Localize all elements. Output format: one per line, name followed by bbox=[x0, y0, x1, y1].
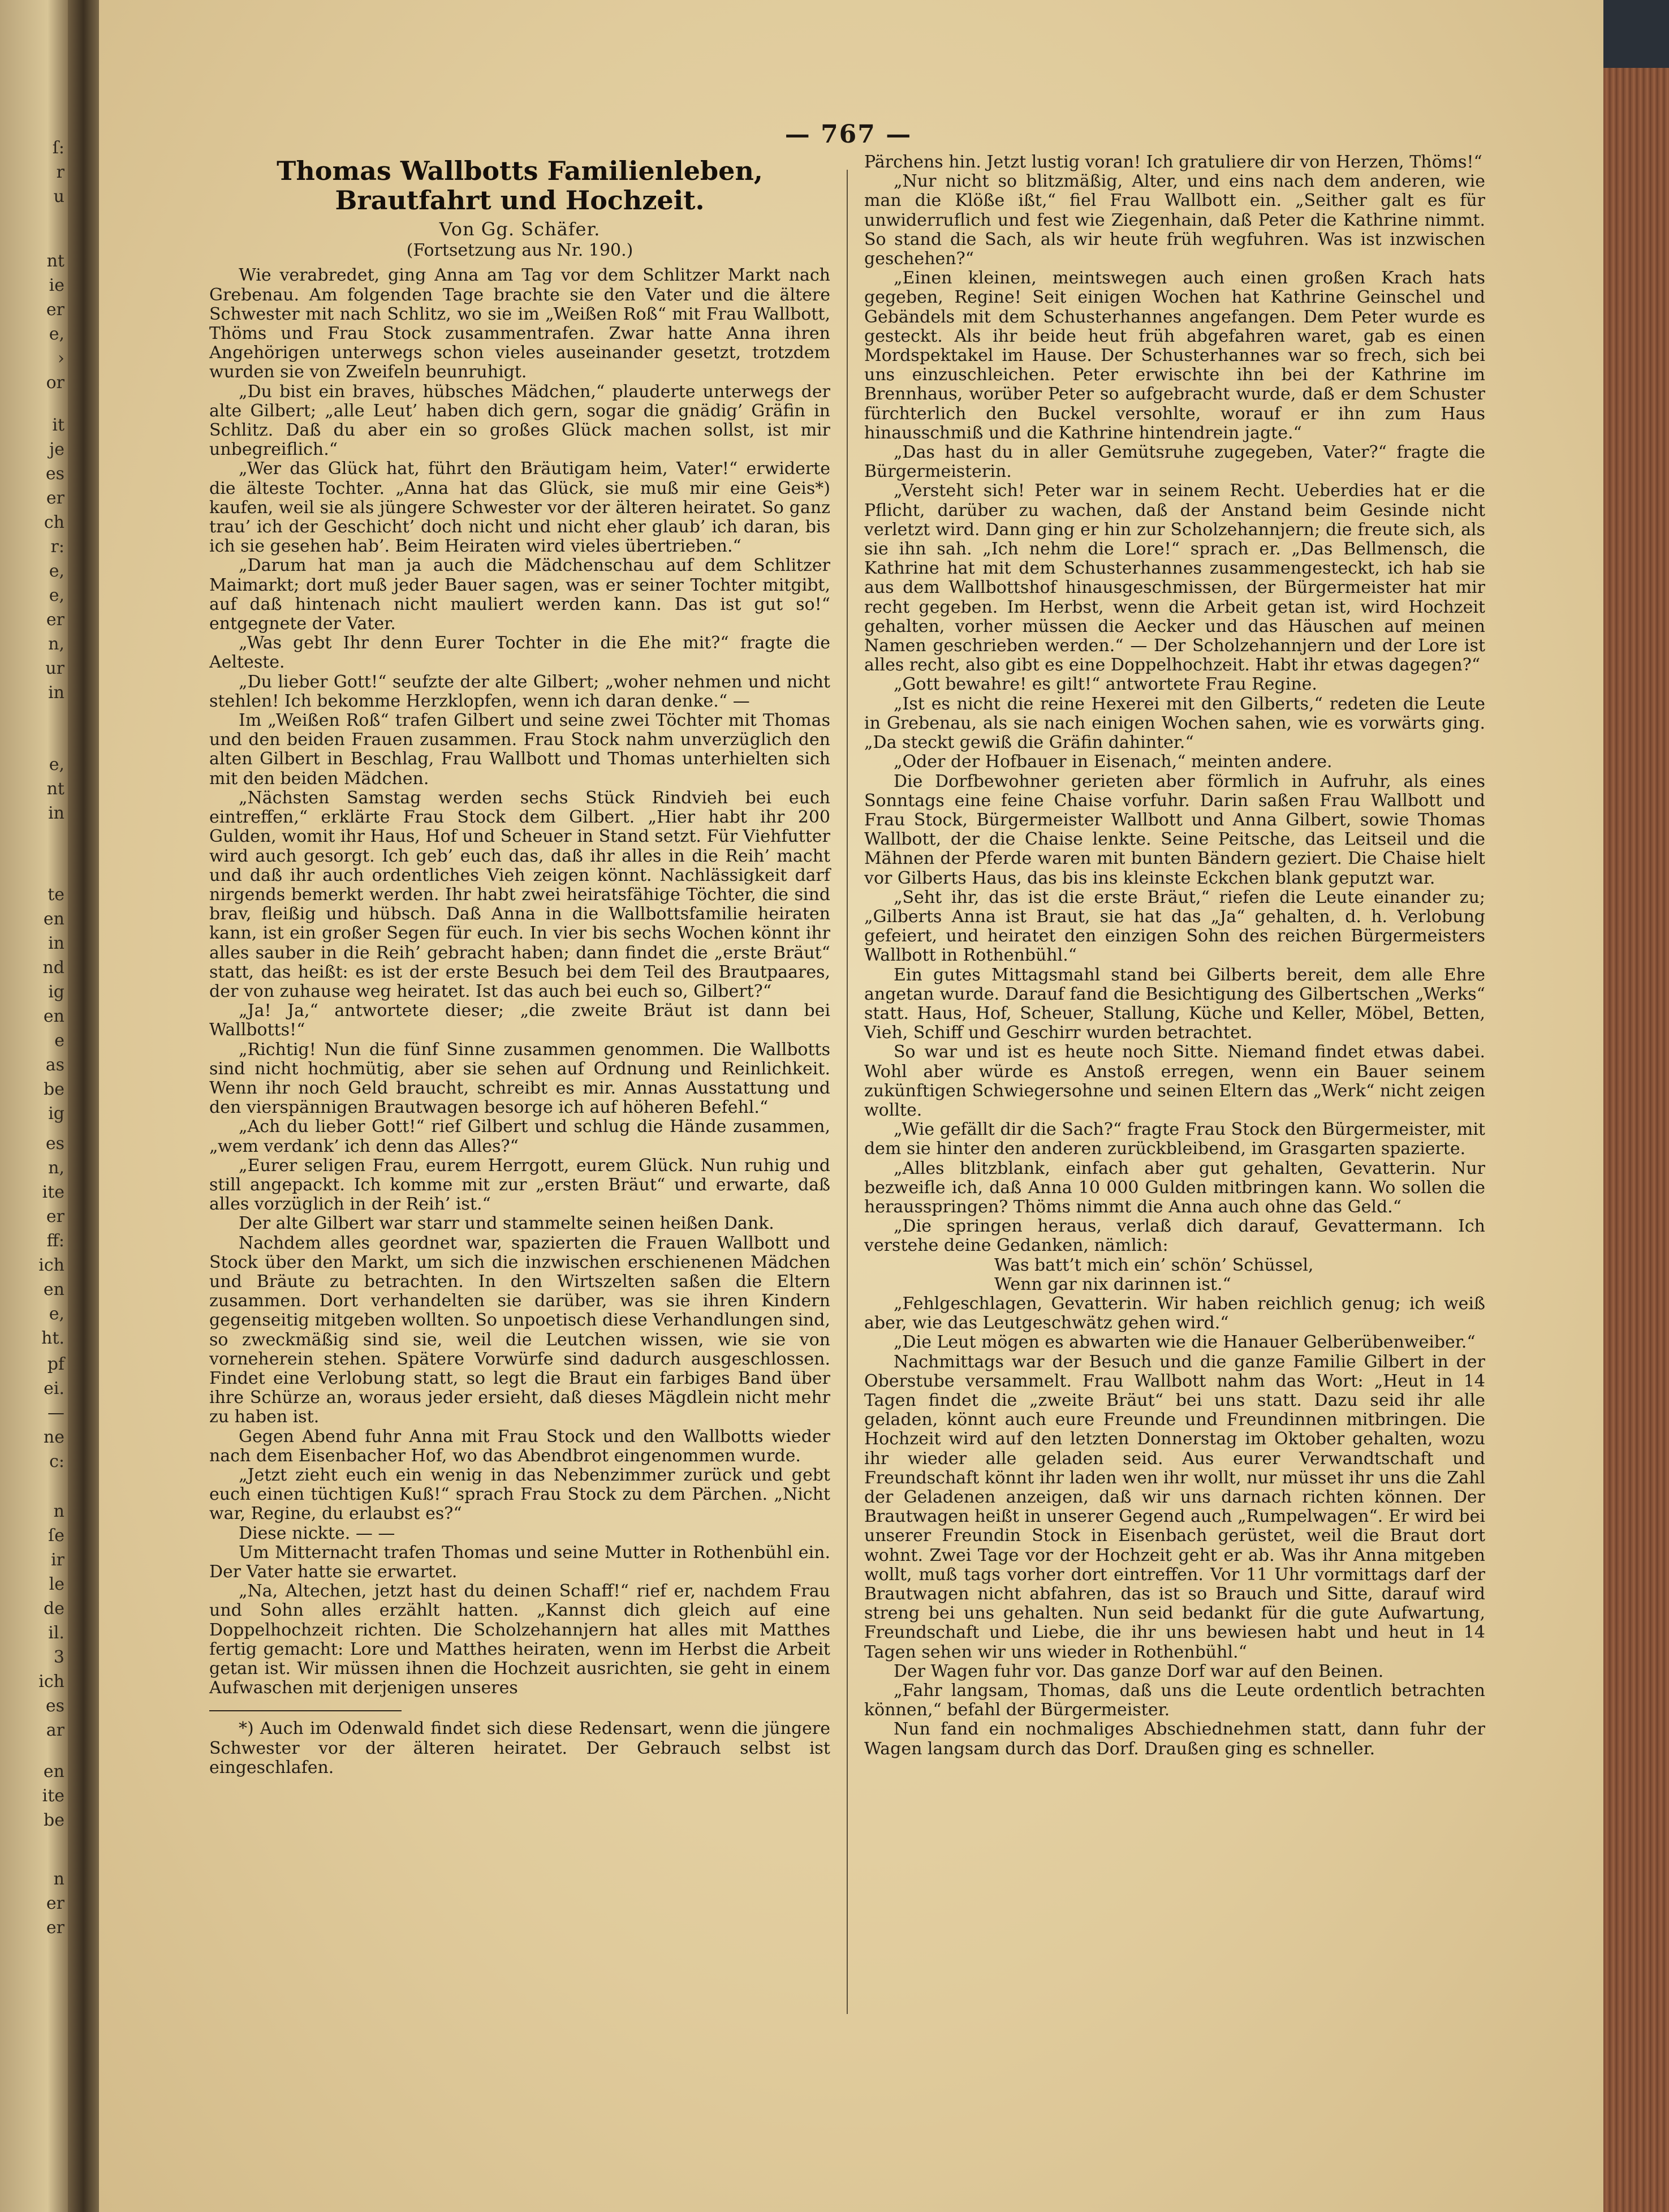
paragraph: „Ja! Ja,“ antwortete dieser; „die zweite Bräut ist dann bei Wallbotts!“ bbox=[209, 1001, 830, 1040]
paragraph: „Na, Altechen, jetzt hast du deinen Schaff!“ rief er, nachdem Frau und Sohn alles erzählt hatten. „Kannst dich gleich auf eine Doppelhochzeit richten. Die Scholzehannjern hat alles mit Matthes fertig gemacht: Lore und Matthes heiraten, wenn im Herbst die Arbeit getan ist. Wir müssen ihnen die Hochzeit ausrichten, sie geht in einem Aufwaschen mit derjenigen unseres bbox=[209, 1581, 830, 1698]
left-page-fragment: n er er bbox=[46, 1869, 64, 1938]
article-byline: Von Gg. Schäfer. bbox=[439, 218, 601, 240]
paragraph: „Wer das Glück hat, führt den Bräutigam heim, Vater!“ erwiderte die älteste Tochter. „Anna hat das Glück, sie muß mir eine Geis*) kaufen, weil sie als jüngere Schwester vor der älteren heiratet. So ganz trau’ ich der Geschicht’ doch nicht und nicht eher glaub’ ich daran, bis ich sie gesehen hab’. Beim Heiraten wird vieles übertrieben.“ bbox=[209, 459, 830, 557]
paragraph: Nun fand ein nochmaliges Abschiednehmen statt, dann fuhr der Wagen langsam durch das Dorf. Draußen ging es schneller. bbox=[864, 1719, 1485, 1759]
paragraph: „Jetzt zieht euch ein wenig in das Nebenzimmer zurück und gebt euch einen tüchtigen Kuß!“ sprach Frau Stock zu dem Pärchen. „Nicht war, Regine, du erlaubst es?“ bbox=[209, 1465, 830, 1524]
paragraph: Pärchens hin. Jetzt lustig voran! Ich gratuliere dir von Herzen, Thöms!“ bbox=[864, 152, 1482, 172]
paragraph: „Gott bewahre! es gilt!“ antwortete Frau Regine. bbox=[894, 674, 1317, 695]
continuation-note: (Fortsetzung aus Nr. 190.) bbox=[406, 240, 633, 261]
left-page-fragment: ſ: r u bbox=[52, 138, 64, 206]
paragraph: „Eurer seligen Frau, eurem Herrgott, eurem Glück. Nun ruhig und still angepackt. Ich komme mit zur „ersten Bräut“ und erwarte, daß alles vorzüglich in der Reih’ ist.“ bbox=[209, 1155, 830, 1215]
paragraph: Ein gutes Mittagsmahl stand bei Gilberts bereit, dem alle Ehre angetan wurde. Darauf fand die Besichtigung des Gilbertschen „Werks“ statt. Haus, Hof, Scheuer, Stallung, Küche und Keller, Möbel, Betten, Vieh, Schiff und Geschirr wurden betrachtet. bbox=[864, 965, 1485, 1043]
article-title: Thomas Wallbotts Familienleben, Brautfahrt und Hochzeit. bbox=[277, 156, 763, 216]
left-page-fragment: n ſe ir le de il. 3 ich es ar bbox=[38, 1501, 64, 1740]
paragraph: „Einen kleinen, meintswegen auch einen großen Krach hats gegeben, Regine! Seit einigen Wochen hat Kathrine Geinschel und Gebändels mit dem Schusterhannes angefangen. Dem Peter wurde es gesteckt. Als ihr beide heut früh abgefahren waret, gab es einen Mordspektakel im Hause. Der Schusterhannes war so frech, sich bei uns einzuschleichen. Peter erwischte ihn bei der Kathrine im Brennhaus, worüber Peter so aufgebracht wurde, daß er dem Schuster fürchterlich den Buckel versohlte, worauf er ihn zum Haus hinausschmiß und die Kathrine hintendrein jagte.“ bbox=[864, 268, 1485, 443]
paragraph: „Oder der Hofbauer in Eisenach,“ meinten andere. bbox=[894, 752, 1332, 772]
left-page-fragment: it je es er ch r: e, e, er n, ur in bbox=[44, 415, 64, 703]
book-gutter bbox=[68, 0, 99, 2212]
paragraph: „Die Leut mögen es abwarten wie die Hanauer Gelberübenweiber.“ bbox=[894, 1332, 1476, 1353]
footnote-rule bbox=[209, 1710, 402, 1711]
left-page-fragment: es n, ite er ff: ich en e, ht. bbox=[38, 1134, 64, 1348]
left-page-fragment: en ite be bbox=[42, 1762, 64, 1830]
paragraph: Die Dorfbewohner gerieten aber förmlich in Aufruhr, als eines Sonntags eine feine Chaise vorfuhr. Darin saßen Frau Wallbott und Frau Stock, Bürgermeister Wallbott und Anna Gilbert, sowie Thomas Wallbott, der die Chaise lenkte. Seine Peitsche, das Leitseil und die Mähnen der Pferde waren mit bunten Bändern geziert. Die Chaise hielt vor Gilberts Haus, das bis ins kleinste Eckchen blank geputzt war. bbox=[864, 771, 1485, 888]
paragraph: „Was gebt Ihr denn Eurer Tochter in die Ehe mit?“ fragte die Aelteste. bbox=[209, 633, 830, 673]
paragraph: Diese nickte. — — bbox=[239, 1523, 395, 1543]
left-page-fragment: e, nt in bbox=[46, 755, 64, 823]
book-cover-corner bbox=[1603, 0, 1669, 68]
paragraph: „Darum hat man ja auch die Mädchenschau auf dem Schlitzer Maimarkt; dort muß jeder Bauer sagen, was er seiner Tochter mitgibt, auf daß hintenach nicht mauliert werden kann. Das ist gut so!“ entgegnete der Vater. bbox=[209, 556, 830, 634]
paragraph: Gegen Abend fuhr Anna mit Frau Stock und den Wallbotts wieder nach dem Eisenbacher Hof, wo das Abendbrot eingenommen wurde. bbox=[209, 1426, 830, 1466]
verse-line: Wenn gar nix darinnen ist.“ bbox=[994, 1274, 1231, 1294]
paragraph: „Du lieber Gott!“ seufzte der alte Gilbert; „woher nehmen und nicht stehlen! Ich bekomme Herzklopfen, wenn ich daran denke.“ — bbox=[209, 672, 830, 711]
paragraph: „Versteht sich! Peter war in seinem Recht. Ueberdies hat er die Pflicht, darüber zu wachen, daß der Anstand beim Gesinde nicht verletzt wird. Dann ging er hin zur Scholzehannjern; die freute sich, als sie ihn sah. „Ich nehm die Lore!“ sprach er. „Das Bellmensch, die Kathrine hat mit dem Schusterhannes zusammengesteckt, ich hab sie aus dem Wallbottshof hinausgeschmissen, der Bürgermeister hat mir recht gegeben. Im Herbst, wenn die Arbeit getan ist, wird Hochzeit gehalten, vorher müssen die Aecker und das Häuschen auf meinen Namen geschrieben werden.“ — Der Scholzehannjern und der Lore ist alles recht, also gibt es eine Doppelhochzeit. Habt ihr etwas dagegen?“ bbox=[864, 481, 1485, 675]
left-page-fragment: nt ie er e, › or bbox=[46, 251, 64, 393]
paragraph: „Nur nicht so blitzmäßig, Alter, und eins nach dem anderen, wie man die Klöße ißt,“ fiel Frau Wallbott ein. „Seither galt es für unwiderruflich und fest wie Ziegenhain, daß Peter die Kathrine nimmt. So stand die Sach, als wir heute früh wegfuhren. Was ist inzwischen geschehen?“ bbox=[864, 171, 1485, 269]
paragraph: „Das hast du in aller Gemütsruhe zugegeben, Vater?“ fragte die Bürgermeisterin. bbox=[864, 442, 1485, 482]
footnote: *) Auch im Odenwald findet sich diese Redensart, wenn die jüngere Schwester vor der älteren heiratet. Der Gebrauch selbst ist eingeschlafen. bbox=[209, 1719, 830, 1778]
page-block-edge bbox=[1603, 0, 1669, 2212]
paragraph: „Nächsten Samstag werden sechs Stück Rindvieh bei euch eintreffen,“ erklärte Frau Stock dem Gilbert. „Hier habt ihr 200 Gulden, womit ihr Haus, Hof und Scheuer in Stand setzt. Für Viehfutter wird auch gesorgt. Ich geb’ euch das, daß ihr alles in die Reih’ macht und daß ihr auch ordentliches Vieh zeigen könnt. Nachlässigkeit darf nirgends bemerkt werden. Ihr habt zwei heiratsfähige Töchter, die sind brav, fleißig und hübsch. Daß Anna in die Wallbottsfamilie heiraten kann, ist ein großer Segen für euch. In vier bis sechs Wochen könnt ihr alles sauber in die Reih’ gebracht haben; dann findet die „erste Bräut“ statt, das heißt: es ist der erste Besuch bei dem Teil des Brautpaares, der von zuhause weg heiratet. Ist das auch bei euch so, Gilbert?“ bbox=[209, 787, 830, 1001]
verse-line: Was batt’t mich ein’ schön’ Schüssel, bbox=[994, 1255, 1314, 1275]
left-column bbox=[209, 153, 830, 1778]
left-page-edge bbox=[0, 0, 68, 2212]
left-page-fragment: pf ei. — ne c: bbox=[43, 1354, 64, 1471]
paragraph: „Fahr langsam, Thomas, daß uns die Leute ordentlich betrachten können,“ befahl der Bürgermeister. bbox=[864, 1681, 1485, 1720]
paragraph: „Ach du lieber Gott!“ rief Gilbert und schlug die Hände zusammen, „wem verdank’ ich denn das Alles?“ bbox=[209, 1117, 830, 1156]
paragraph: „Du bist ein braves, hübsches Mädchen,“ plauderte unterwegs der alte Gilbert; „alle Leut’ haben dich gern, sogar die gnädig’ Gräfin in Schlitz. Daß du aber ein so großes Glück machen sollst, ist mir unbegreiflich.“ bbox=[209, 381, 830, 460]
paragraph: Der alte Gilbert war starr und stammelte seinen heißen Dank. bbox=[239, 1213, 774, 1234]
paragraph: „Alles blitzblank, einfach aber gut gehalten, Gevatterin. Nur bezweifle ich, daß Anna 10 000 Gulden mitbringen kann. Wo sollen die herausspringen? Thöms nimmt die Anna auch ohne das Geld.“ bbox=[864, 1158, 1485, 1217]
paragraph: Wie verabredet, ging Anna am Tag vor dem Schlitzer Markt nach Grebenau. Am folgenden Tage brachte sie den Vater und die ältere Schwester mit nach Schlitz, wo sie im „Weißen Roß“ mit Frau Wallbott, Thöms und Frau Stock zusammentrafen. Zwar hatte Anna ihren Angehörigen unterwegs schon vieles auseinander gesetzt, trotzdem wurden sie von Zweifeln beunruhigt. bbox=[209, 265, 830, 382]
paragraph: „Ist es nicht die reine Hexerei mit den Gilberts,“ redeten die Leute in Grebenau, als sie nach einigen Wochen sahen, wie es vorwärts ging. „Da steckt gewiß die Gräfin dahinter.“ bbox=[864, 694, 1485, 753]
paragraph: Nachdem alles geordnet war, spazierten die Frauen Wallbott und Stock über den Markt, um sich die inzwischen erschienenen Mädchen und Bräute zu betrachten. In den Wirtszelten saßen die Eltern zusammen. Dort verhandelten sie darüber, was sie ihren Kindern gegenseitig mitgeben wollten. So unpoetisch diese Verhandlungen sind, so zweckmäßig sind sie, weil die Leutchen wissen, wie sie von vorneherein stehen. Spätere Vorwürfe sind dadurch ausgeschlossen. Findet eine Verlobung statt, so legt die Braut ein farbiges Band über ihre Schürze an, woraus jeder ersieht, daß dieses Mägdlein nicht mehr zu haben ist. bbox=[209, 1233, 830, 1427]
paragraph: „Seht ihr, das ist die erste Bräut,“ riefen die Leute einander zu; „Gilberts Anna ist Braut, sie hat das „Ja“ gehalten, d. h. Verlobung gefeiert, und heiratet den einzigen Sohn des reichen Bürgermeisters Wallbott in Rothenbühl.“ bbox=[864, 887, 1485, 966]
page-number: — 767 — bbox=[784, 120, 912, 149]
paragraph: Um Mitternacht trafen Thomas und seine Mutter in Rothenbühl ein. Der Vater hatte sie erwartet. bbox=[209, 1542, 830, 1582]
paragraph: „Wie gefällt dir die Sach?“ fragte Frau Stock den Bürgermeister, mit dem sie hinter den anderen zurückbleibend, im Grasgarten spazierte. bbox=[864, 1120, 1485, 1159]
right-column bbox=[864, 153, 1485, 1759]
left-page-fragment: te en in nd ig en e as be ig bbox=[42, 885, 64, 1124]
column-rule bbox=[847, 170, 848, 2014]
paragraph: So war und ist es heute noch Sitte. Niemand findet etwas dabei. Wohl aber würde es Anstoß erregen, wenn ein Bauer seinem zukünftigen Schwiegersohne und seinen Eltern das „Werk“ nicht zeigen wollte. bbox=[864, 1042, 1485, 1120]
paragraph: Nachmittags war der Besuch und die ganze Familie Gilbert in der Oberstube versammelt. Frau Wallbott nahm das Wort: „Heut in 14 Tagen findet die „zweite Bräut“ bei uns statt. Dazu seid ihr alle geladen, könnt auch eure Freunde und Freundinnen mitbringen. Die Hochzeit wird auf den letzten Donnerstag im Oktober gehalten, wozu ihr wieder alle geladen seid. Aus eurer Verwandtschaft und Freundschaft könnt ihr laden wen ihr wollt, nur müsset ihr uns die Zahl der Geladenen anzeigen, daß wir uns darnach richten können. Der Brautwagen heißt in unserer Gegend auch „Rumpelwagen“. Er wird bei unserer Freundin Stock in Eisenbach gerüstet, weil die Braut dort wohnt. Zwei Tage vor der Hochzeit geht er ab. Was ihr Anna mitgeben wollt, muß tags vorher dort eintreffen. Vor 11 Uhr vormittags darf der Brautwagen nicht abfahren, das ist so Brauch und Sitte, darauf wird streng bei uns gehalten. Nun seid bedankt für die gute Aufwartung, Freundschaft und Liebe, die ihr uns bewiesen habt und heut in 14 Tagen sehen wir uns wieder in Rothenbühl.“ bbox=[864, 1352, 1485, 1662]
paragraph: Der Wagen fuhr vor. Das ganze Dorf war auf den Beinen. bbox=[894, 1661, 1384, 1681]
paragraph: „Fehlgeschlagen, Gevatterin. Wir haben reichlich genug; ich weiß aber, wie das Leutgeschwätz gehen wird.“ bbox=[864, 1293, 1485, 1333]
paragraph: Im „Weißen Roß“ trafen Gilbert und seine zwei Töchter mit Thomas und den beiden Frauen zusammen. Frau Stock nahm unverzüglich den alten Gilbert in Beschlag, Frau Wallbott und Thomas unterhielten sich mit den beiden Mädchen. bbox=[209, 711, 830, 789]
paragraph: „Richtig! Nun die fünf Sinne zusammen genommen. Die Wallbotts sind nicht hochmütig, aber sie sehen auf Ordnung und Reinlichkeit. Wenn ihr noch Geld braucht, schreibt es mir. Annas Ausstattung und den vierspännigen Brautwagen besorge ich auf höheren Befehl.“ bbox=[209, 1039, 830, 1118]
paragraph: „Die springen heraus, verlaß dich darauf, Gevattermann. Ich verstehe deine Gedanken, nämlich: bbox=[864, 1216, 1485, 1256]
